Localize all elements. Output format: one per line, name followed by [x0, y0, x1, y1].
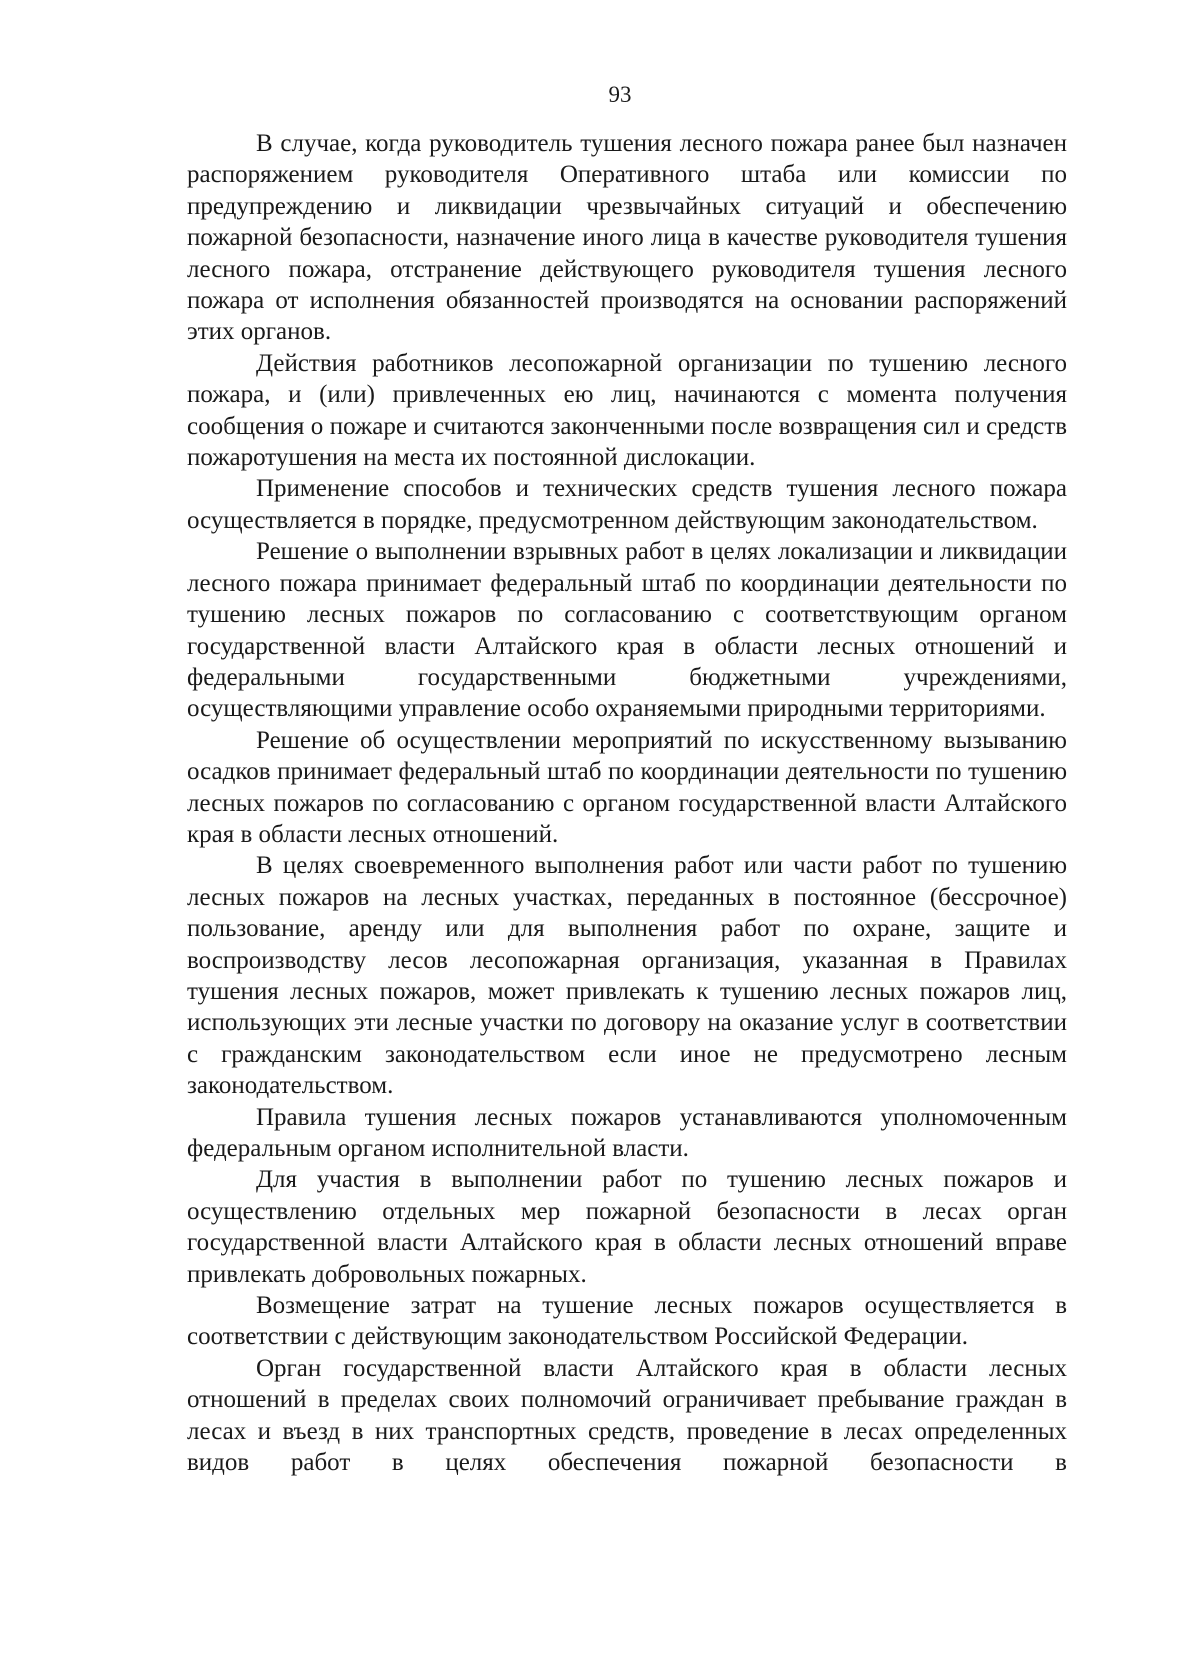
- paragraph-1: В случае, когда руководитель тушения лесного пожара ранее был назначен распоряжением руководителя Оперативного штаба или комиссии по предупреждению и ликвидации чрезвычайных ситуаций и обеспечению пожарной безопасности, назначение иного лица в качестве руководителя тушения лесного пожара, отстранение действующего руководителя тушения лесного пожара от исполнения обязанностей производятся на основании распоряжений этих органов.: [187, 130, 1067, 346]
- paragraph-5: Решение об осуществлении мероприятий по искусственному вызыванию осадков принимает федеральный штаб по координации деятельности по тушению лесных пожаров по согласованию с органом государственной власти Алтайского края в области лесных отношений.: [187, 726, 1067, 848]
- paragraph-3: Применение способов и технических средств тушения лесного пожара осуществляется в порядке, предусмотренном действующим законодательством.: [187, 475, 1067, 534]
- paragraph-9: Возмещение затрат на тушение лесных пожаров осуществляется в соответствии с действующим законодательством Российской Федерации.: [187, 1292, 1067, 1351]
- paragraph-4: Решение о выполнении взрывных работ в целях локализации и ликвидации лесного пожара принимает федеральный штаб по координации деятельности по тушению лесных пожаров по согласованию с соответствующим органом государственной власти Алтайского края в области лесных отношений и федеральными государственными бюджетными учреждениями, осуществляющими управление особо охраняемыми природными территориями.: [187, 538, 1067, 723]
- page-number: 93: [608, 82, 632, 107]
- document-body: [187, 128, 1067, 1478]
- paragraph-6: В целях своевременного выполнения работ или части работ по тушению лесных пожаров на лесных участках, переданных в постоянное (бессрочное) пользование, аренду или для выполнения работ по охране, защите и воспроизводству лесов лесопожарная организация, указанная в Правилах тушения лесных пожаров, может привлекать к тушению лесных пожаров лиц, использующих эти лесные участки по договору на оказание услуг в соответствии с гражданским законодательством если иное не предусмотрено лесным законодательством.: [187, 852, 1067, 1100]
- paragraph-7: Правила тушения лесных пожаров устанавливаются уполномоченным федеральным органом исполнительной власти.: [187, 1103, 1067, 1162]
- paragraph-8: Для участия в выполнении работ по тушению лесных пожаров и осуществлению отдельных мер пожарной безопасности в лесах орган государственной власти Алтайского края в области лесных отношений вправе привлекать добровольных пожарных.: [187, 1166, 1067, 1288]
- paragraph-2: Действия работников лесопожарной организации по тушению лесного пожара, и (или) привлеченных ею лиц, начинаются с момента получения сообщения о пожаре и считаются законченными после возвращения сил и средств пожаротушения на места их постоянной дислокации.: [187, 349, 1067, 472]
- paragraph-10: Орган государственной власти Алтайского края в области лесных отношений в пределах своих полномочий ограничивает пребывание граждан в лесах и въезд в них транспортных средств, проведение в лесах определенных видов работ в целях обеспечения пожарной безопасности в: [187, 1354, 1067, 1477]
